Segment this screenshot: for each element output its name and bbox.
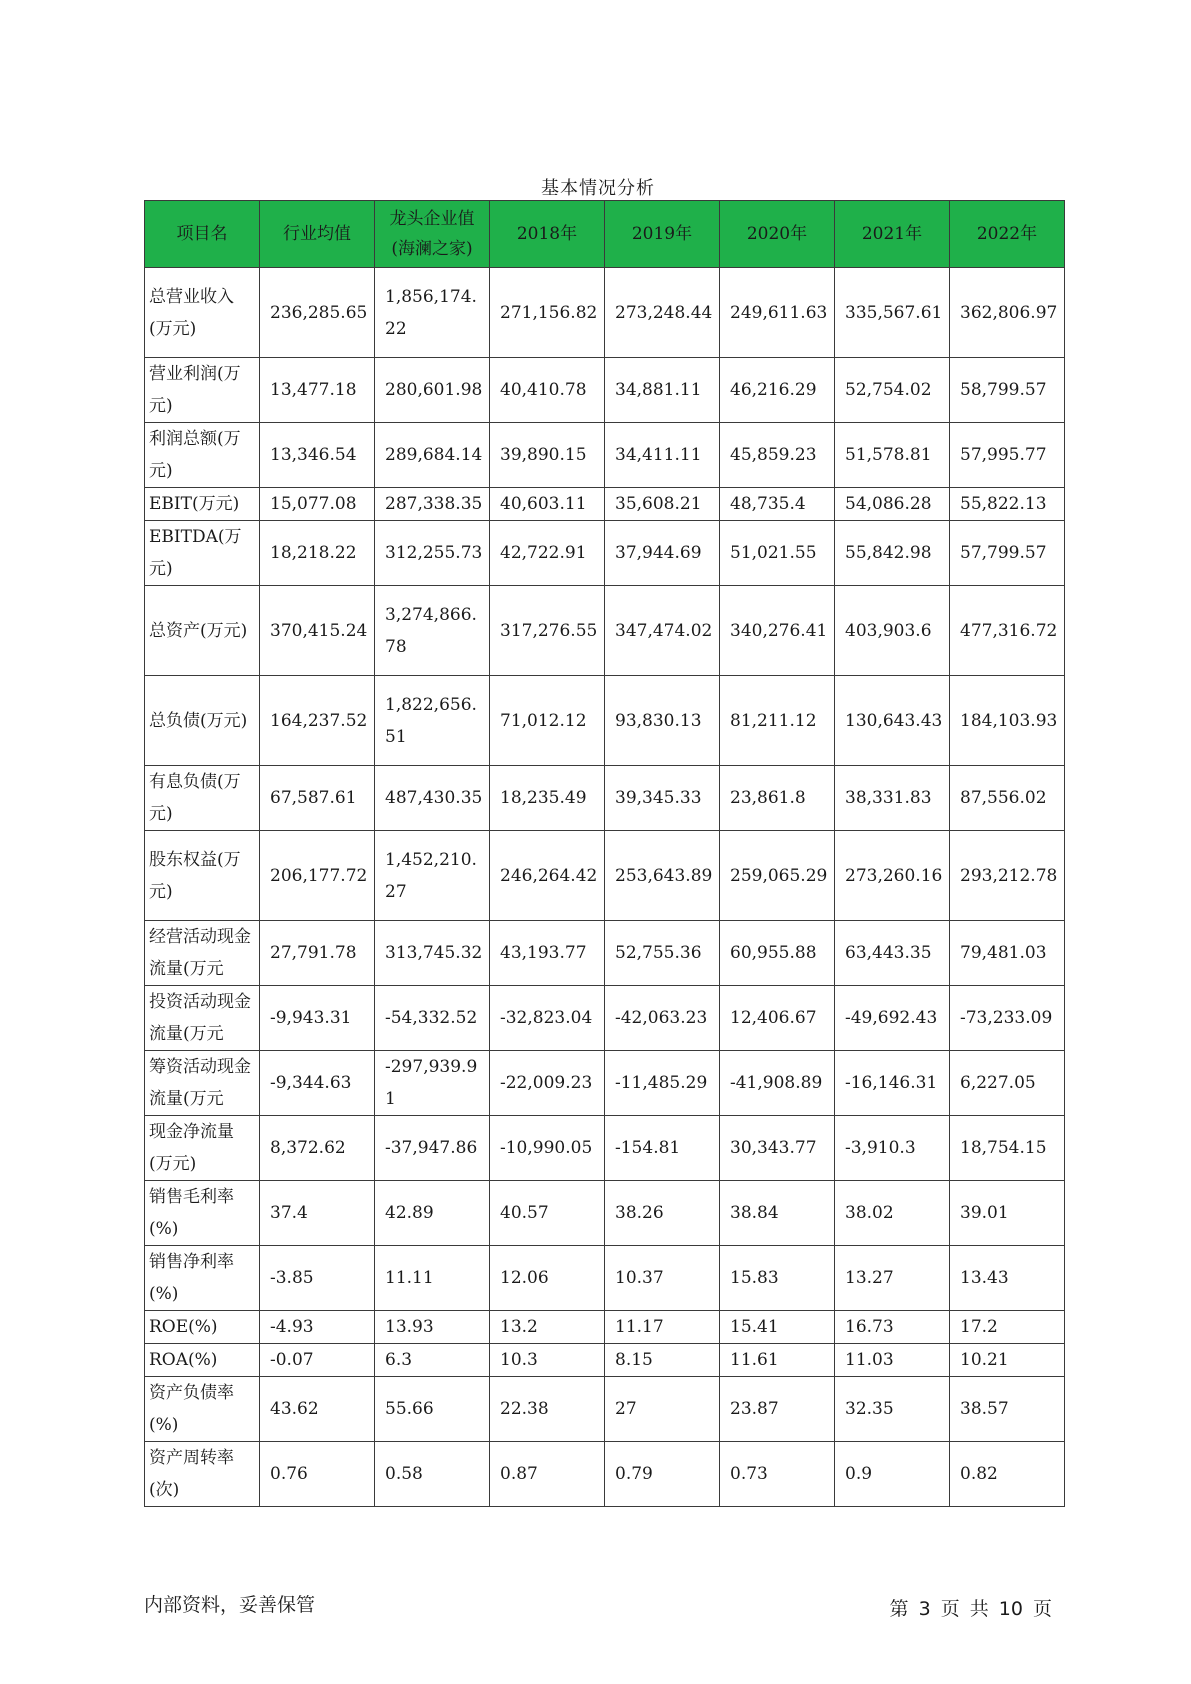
row-label: 营业利润(万元) <box>145 358 260 423</box>
table-cell: 6.3 <box>375 1344 490 1377</box>
table-cell: 60,955.88 <box>720 921 835 986</box>
table-cell: 340,276.41 <box>720 586 835 676</box>
table-cell: 18,235.49 <box>490 766 605 831</box>
table-cell: 1,822,656.51 <box>375 676 490 766</box>
table-cell: 57,995.77 <box>950 423 1065 488</box>
table-cell: 1,856,174.22 <box>375 268 490 358</box>
table-cell: 15.83 <box>720 1246 835 1311</box>
row-label: 资产周转率(次) <box>145 1442 260 1507</box>
table-cell: -11,485.29 <box>605 1051 720 1116</box>
table-cell: 46,216.29 <box>720 358 835 423</box>
table-cell: 35,608.21 <box>605 488 720 521</box>
table-cell: 246,264.42 <box>490 831 605 921</box>
table-title: 基本情况分析 <box>541 178 655 199</box>
table-cell: 0.9 <box>835 1442 950 1507</box>
table-body <box>145 268 1065 1507</box>
table-cell: 34,411.11 <box>605 423 720 488</box>
table-cell: 42,722.91 <box>490 521 605 586</box>
table-cell: 18,754.15 <box>950 1116 1065 1181</box>
table-cell: 18,218.22 <box>260 521 375 586</box>
table-row <box>145 1246 1065 1311</box>
table-cell: 67,587.61 <box>260 766 375 831</box>
table-cell: -54,332.52 <box>375 986 490 1051</box>
column-header: 行业均值 <box>260 201 375 268</box>
row-label: 总资产(万元) <box>145 586 260 676</box>
table-row <box>145 831 1065 921</box>
table-cell: 42.89 <box>375 1181 490 1246</box>
table-cell: 11.61 <box>720 1344 835 1377</box>
table-cell: -42,063.23 <box>605 986 720 1051</box>
table-cell: 6,227.05 <box>950 1051 1065 1116</box>
table-cell: 38.84 <box>720 1181 835 1246</box>
table-cell: 58,799.57 <box>950 358 1065 423</box>
table-cell: 23,861.8 <box>720 766 835 831</box>
table-cell: 40.57 <box>490 1181 605 1246</box>
table-cell: 37.4 <box>260 1181 375 1246</box>
row-label: 投资活动现金流量(万元 <box>145 986 260 1051</box>
table-cell: 0.82 <box>950 1442 1065 1507</box>
table-row <box>145 268 1065 358</box>
column-header: 2020年 <box>720 201 835 268</box>
table-cell: -37,947.86 <box>375 1116 490 1181</box>
row-label: 现金净流量(万元) <box>145 1116 260 1181</box>
row-label: EBITDA(万元) <box>145 521 260 586</box>
table-cell: 17.2 <box>950 1311 1065 1344</box>
table-cell: -49,692.43 <box>835 986 950 1051</box>
table-cell: 37,944.69 <box>605 521 720 586</box>
table-cell: 362,806.97 <box>950 268 1065 358</box>
table-cell: 51,021.55 <box>720 521 835 586</box>
table-cell: 335,567.61 <box>835 268 950 358</box>
table-cell: -9,344.63 <box>260 1051 375 1116</box>
table-cell: 164,237.52 <box>260 676 375 766</box>
table-cell: 13,346.54 <box>260 423 375 488</box>
table-cell: 289,684.14 <box>375 423 490 488</box>
table-cell: 11.17 <box>605 1311 720 1344</box>
table-cell: 0.73 <box>720 1442 835 1507</box>
column-header: 2022年 <box>950 201 1065 268</box>
table-cell: 280,601.98 <box>375 358 490 423</box>
table-cell: 0.87 <box>490 1442 605 1507</box>
table-cell: 43.62 <box>260 1377 375 1442</box>
table-cell: 403,903.6 <box>835 586 950 676</box>
table-cell: 71,012.12 <box>490 676 605 766</box>
table-cell: 253,643.89 <box>605 831 720 921</box>
table-cell: 10.3 <box>490 1344 605 1377</box>
row-label: 经营活动现金流量(万元 <box>145 921 260 986</box>
table-row <box>145 986 1065 1051</box>
table-cell: 10.37 <box>605 1246 720 1311</box>
table-cell: 15.41 <box>720 1311 835 1344</box>
row-label: EBIT(万元) <box>145 488 260 521</box>
table-cell: 312,255.73 <box>375 521 490 586</box>
footer-confidential-note: 内部资料，妥善保管 <box>144 1594 316 1616</box>
column-header: 龙头企业值(海澜之家) <box>375 201 490 268</box>
table-cell: -16,146.31 <box>835 1051 950 1116</box>
table-cell: 54,086.28 <box>835 488 950 521</box>
table-cell: 249,611.63 <box>720 268 835 358</box>
table-cell: 184,103.93 <box>950 676 1065 766</box>
row-label: 筹资活动现金流量(万元 <box>145 1051 260 1116</box>
row-label: 销售毛利率(%) <box>145 1181 260 1246</box>
table-cell: 16.73 <box>835 1311 950 1344</box>
table-cell: 40,410.78 <box>490 358 605 423</box>
table-cell: 55,842.98 <box>835 521 950 586</box>
table-cell: 45,859.23 <box>720 423 835 488</box>
table-cell: -22,009.23 <box>490 1051 605 1116</box>
table-cell: 39.01 <box>950 1181 1065 1246</box>
table-cell: 43,193.77 <box>490 921 605 986</box>
table-cell: -154.81 <box>605 1116 720 1181</box>
table-cell: 38,331.83 <box>835 766 950 831</box>
table-cell: 48,735.4 <box>720 488 835 521</box>
table-cell: 55.66 <box>375 1377 490 1442</box>
table-row <box>145 488 1065 521</box>
table-row <box>145 1311 1065 1344</box>
table-cell: 23.87 <box>720 1377 835 1442</box>
table-cell: 11.11 <box>375 1246 490 1311</box>
table-cell: 0.79 <box>605 1442 720 1507</box>
table-cell: 51,578.81 <box>835 423 950 488</box>
table-cell: 93,830.13 <box>605 676 720 766</box>
table-cell: 13.27 <box>835 1246 950 1311</box>
column-header: 2018年 <box>490 201 605 268</box>
row-label: 有息负债(万元) <box>145 766 260 831</box>
table-cell: 271,156.82 <box>490 268 605 358</box>
table-cell: 273,248.44 <box>605 268 720 358</box>
row-label: 股东权益(万元) <box>145 831 260 921</box>
table-cell: 259,065.29 <box>720 831 835 921</box>
table-row <box>145 1116 1065 1181</box>
table-cell: 3,274,866.78 <box>375 586 490 676</box>
table-cell: 313,745.32 <box>375 921 490 986</box>
table-cell: 39,890.15 <box>490 423 605 488</box>
table-cell: 87,556.02 <box>950 766 1065 831</box>
table-cell: 39,345.33 <box>605 766 720 831</box>
table-row <box>145 676 1065 766</box>
table-cell: 52,754.02 <box>835 358 950 423</box>
table-cell: 38.57 <box>950 1377 1065 1442</box>
table-cell: 79,481.03 <box>950 921 1065 986</box>
row-label: 销售净利率(%) <box>145 1246 260 1311</box>
table-cell: 11.03 <box>835 1344 950 1377</box>
table-cell: 236,285.65 <box>260 268 375 358</box>
table-cell: 57,799.57 <box>950 521 1065 586</box>
table-cell: 63,443.35 <box>835 921 950 986</box>
table-cell: 487,430.35 <box>375 766 490 831</box>
table-cell: 32.35 <box>835 1377 950 1442</box>
table-cell: -73,233.09 <box>950 986 1065 1051</box>
table-cell: 1,452,210.27 <box>375 831 490 921</box>
row-label: ROA(%) <box>145 1344 260 1377</box>
table-cell: 317,276.55 <box>490 586 605 676</box>
table-cell: 10.21 <box>950 1344 1065 1377</box>
table-cell: 13,477.18 <box>260 358 375 423</box>
table-cell: 370,415.24 <box>260 586 375 676</box>
table-cell: -4.93 <box>260 1311 375 1344</box>
table-row <box>145 1051 1065 1116</box>
column-header: 项目名 <box>145 201 260 268</box>
table-cell: 347,474.02 <box>605 586 720 676</box>
table-cell: 12,406.67 <box>720 986 835 1051</box>
table-row <box>145 766 1065 831</box>
table-row <box>145 921 1065 986</box>
table-cell: 293,212.78 <box>950 831 1065 921</box>
table-cell: -41,908.89 <box>720 1051 835 1116</box>
financial-table <box>144 200 1065 1507</box>
row-label: 总负债(万元) <box>145 676 260 766</box>
table-cell: 0.58 <box>375 1442 490 1507</box>
table-cell: 38.02 <box>835 1181 950 1246</box>
table-header-row <box>145 201 1065 268</box>
row-label: 利润总额(万元) <box>145 423 260 488</box>
table-cell: 8,372.62 <box>260 1116 375 1181</box>
table-cell: 27,791.78 <box>260 921 375 986</box>
table-cell: 30,343.77 <box>720 1116 835 1181</box>
table-cell: 0.76 <box>260 1442 375 1507</box>
table-cell: -3.85 <box>260 1246 375 1311</box>
table-cell: 34,881.11 <box>605 358 720 423</box>
row-label: 资产负债率(%) <box>145 1377 260 1442</box>
table-cell: 38.26 <box>605 1181 720 1246</box>
row-label: 总营业收入(万元) <box>145 268 260 358</box>
table-cell: 22.38 <box>490 1377 605 1442</box>
table-cell: -9,943.31 <box>260 986 375 1051</box>
table-row <box>145 1344 1065 1377</box>
row-label: ROE(%) <box>145 1311 260 1344</box>
table-cell: -10,990.05 <box>490 1116 605 1181</box>
table-row <box>145 521 1065 586</box>
table-cell: 52,755.36 <box>605 921 720 986</box>
table-cell: -297,939.91 <box>375 1051 490 1116</box>
table-cell: 206,177.72 <box>260 831 375 921</box>
table-row <box>145 1181 1065 1246</box>
table-cell: 13.93 <box>375 1311 490 1344</box>
table-cell: 8.15 <box>605 1344 720 1377</box>
table-cell: -32,823.04 <box>490 986 605 1051</box>
table-row <box>145 358 1065 423</box>
table-cell: 40,603.11 <box>490 488 605 521</box>
table-cell: 13.43 <box>950 1246 1065 1311</box>
table-cell: 81,211.12 <box>720 676 835 766</box>
table-cell: -0.07 <box>260 1344 375 1377</box>
table-row <box>145 586 1065 676</box>
table-cell: 13.2 <box>490 1311 605 1344</box>
table-row <box>145 1442 1065 1507</box>
footer-page-number: 第 3 页 共 10 页 <box>889 1598 1052 1620</box>
column-header: 2019年 <box>605 201 720 268</box>
table-cell: 477,316.72 <box>950 586 1065 676</box>
table-cell: 130,643.43 <box>835 676 950 766</box>
table-cell: 12.06 <box>490 1246 605 1311</box>
table-cell: -3,910.3 <box>835 1116 950 1181</box>
table-row <box>145 1377 1065 1442</box>
table-cell: 15,077.08 <box>260 488 375 521</box>
table-cell: 27 <box>605 1377 720 1442</box>
table-row <box>145 423 1065 488</box>
table-cell: 287,338.35 <box>375 488 490 521</box>
table-cell: 273,260.16 <box>835 831 950 921</box>
column-header: 2021年 <box>835 201 950 268</box>
table-cell: 55,822.13 <box>950 488 1065 521</box>
